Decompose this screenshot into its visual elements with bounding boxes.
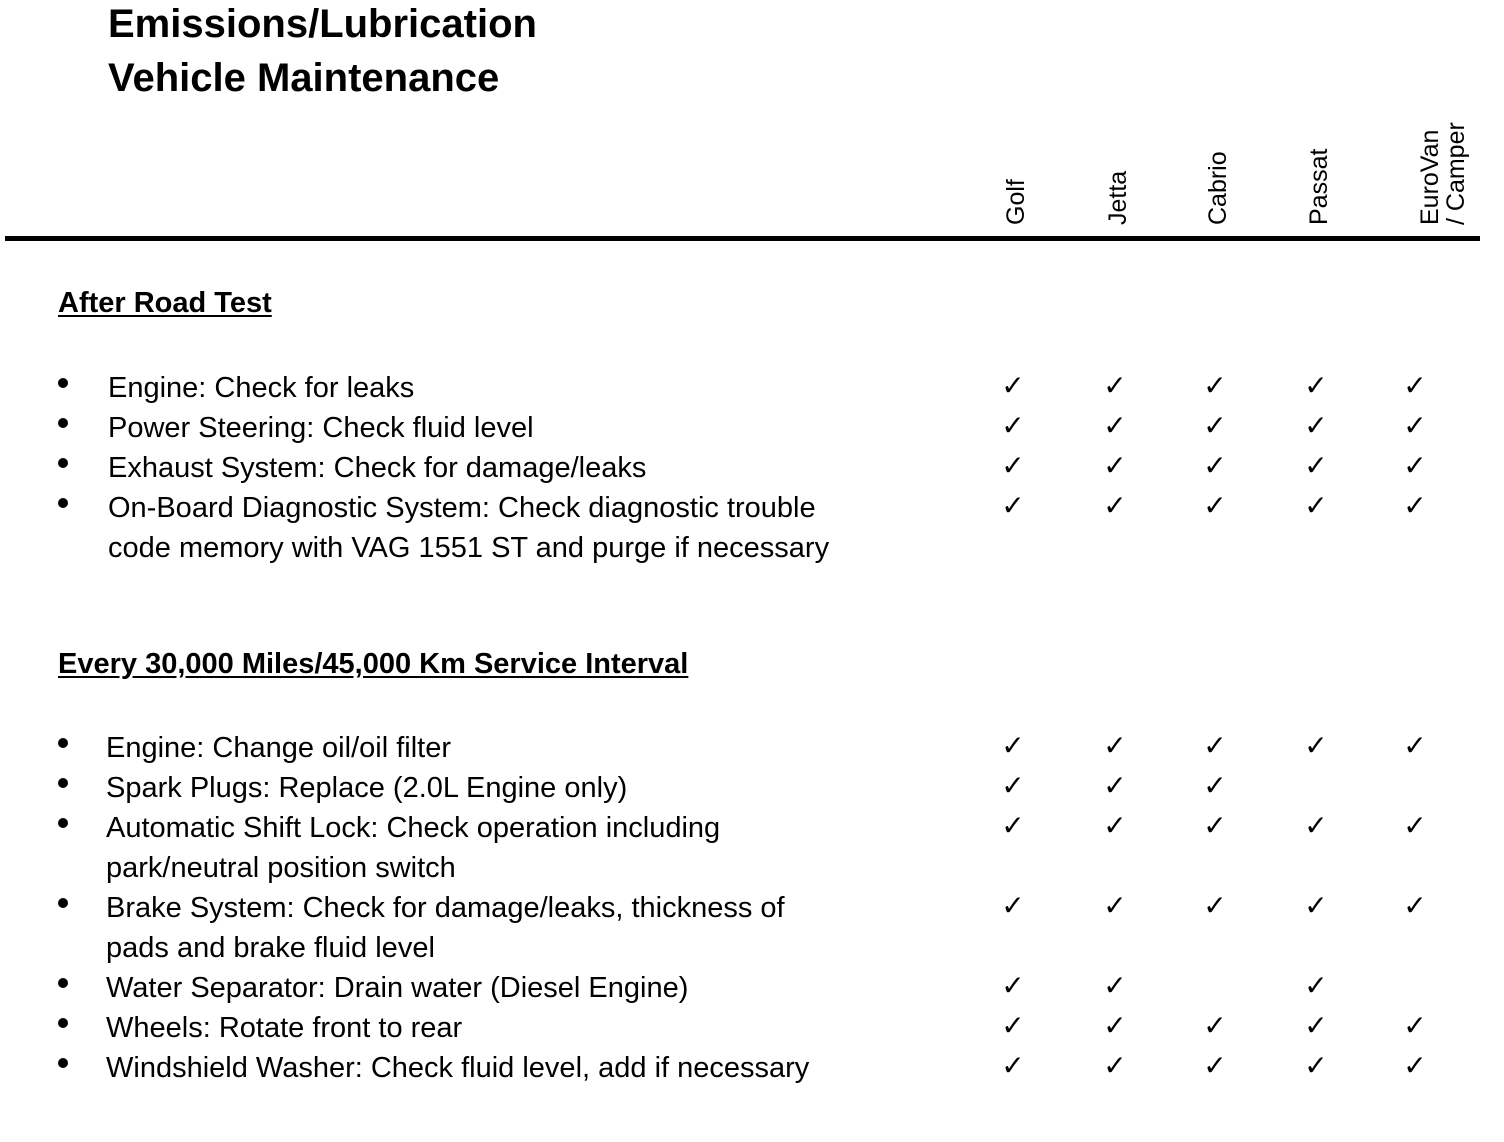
- checkmark-icon: ✓: [1304, 730, 1328, 761]
- bullet-icon: [58, 978, 68, 988]
- list-item-text: Brake System: Check for damage/leaks, thickness of pads and brake fluid level: [106, 892, 785, 964]
- checkmark-icon: ✓: [1403, 410, 1427, 441]
- checkmark-icon: ✓: [1304, 810, 1328, 841]
- list-item-text: Automatic Shift Lock: Check operation including park/neutral position switch: [106, 812, 721, 884]
- page-title-line-1: Emissions/Lubrication: [108, 2, 537, 46]
- list-item-text: Engine: Change oil/oil filter: [106, 732, 451, 764]
- checkmark-icon: ✓: [1001, 730, 1025, 761]
- column-header-cabrio: [1170, 100, 1240, 225]
- checkmark-icon: ✓: [1403, 730, 1427, 761]
- checkmark-icon: ✓: [1001, 770, 1025, 801]
- section-heading-30000-mile-service: Every 30,000 Miles/45,000 Km Service Interval: [58, 648, 689, 680]
- checkmark-icon: ✓: [1203, 450, 1227, 481]
- checkmark-icon: ✓: [1103, 450, 1127, 481]
- checkmark-icon: ✓: [1103, 370, 1127, 401]
- checkmark-icon: ✓: [1304, 1010, 1328, 1041]
- bullet-icon: [58, 418, 68, 428]
- checkmark-icon: ✓: [1403, 810, 1427, 841]
- checkmark-icon: ✓: [1304, 410, 1328, 441]
- column-header-label: EuroVan: [1416, 129, 1444, 225]
- column-header-label: Cabrio: [1204, 151, 1232, 225]
- column-header-passat: [1271, 100, 1341, 225]
- bullet-icon: [58, 378, 68, 388]
- checkmark-icon: ✓: [1304, 490, 1328, 521]
- checkmark-icon: ✓: [1304, 1050, 1328, 1081]
- bullet-icon: [58, 1018, 68, 1028]
- bullet-icon: [58, 738, 68, 748]
- section-heading-after-road-test: After Road Test: [58, 287, 272, 319]
- checkmark-icon: ✓: [1203, 730, 1227, 761]
- checkmark-icon: ✓: [1304, 450, 1328, 481]
- checkmark-icon: ✓: [1001, 370, 1025, 401]
- checkmark-icon: ✓: [1304, 370, 1328, 401]
- bullet-icon: [58, 458, 68, 468]
- checkmark-icon: ✓: [1103, 730, 1127, 761]
- list-item-text: Windshield Washer: Check fluid level, add if necessary: [106, 1052, 810, 1084]
- checkmark-icon: ✓: [1203, 410, 1227, 441]
- list-item-text: Power Steering: Check fluid level: [108, 412, 534, 444]
- checkmark-icon: ✓: [1203, 770, 1227, 801]
- checkmark-icon: ✓: [1103, 1010, 1127, 1041]
- column-header-label-line-2: / Camper: [1442, 122, 1470, 225]
- checkmark-icon: ✓: [1001, 1010, 1025, 1041]
- bullet-icon: [58, 818, 68, 828]
- list-item-text: On-Board Diagnostic System: Check diagnostic trouble code memory with VAG 1551 ST and purge if necessary: [108, 492, 830, 564]
- checkmark-icon: ✓: [1203, 810, 1227, 841]
- column-header-label: Passat: [1305, 148, 1333, 225]
- checkmark-icon: ✓: [1103, 1050, 1127, 1081]
- bullet-icon: [58, 898, 68, 908]
- column-header-label: Jetta: [1104, 170, 1132, 225]
- column-header-label: Golf: [1002, 179, 1030, 225]
- checkmark-icon: ✓: [1403, 1010, 1427, 1041]
- checkmark-icon: ✓: [1103, 490, 1127, 521]
- checkmark-icon: ✓: [1001, 810, 1025, 841]
- bullet-icon: [58, 778, 68, 788]
- checkmark-icon: ✓: [1403, 370, 1427, 401]
- checkmark-icon: ✓: [1001, 890, 1025, 921]
- checkmark-icon: ✓: [1001, 1050, 1025, 1081]
- checkmark-icon: ✓: [1203, 370, 1227, 401]
- page-title-line-2: Vehicle Maintenance: [108, 56, 500, 100]
- checkmark-icon: ✓: [1103, 970, 1127, 1001]
- checkmark-icon: ✓: [1403, 490, 1427, 521]
- checkmark-icon: ✓: [1304, 970, 1328, 1001]
- header-divider: [5, 236, 1480, 241]
- checkmark-icon: ✓: [1203, 1010, 1227, 1041]
- checkmark-icon: ✓: [1203, 890, 1227, 921]
- list-item-text: Wheels: Rotate front to rear: [106, 1012, 463, 1044]
- checkmark-icon: ✓: [1304, 890, 1328, 921]
- checkmark-icon: ✓: [1103, 770, 1127, 801]
- bullet-icon: [58, 1058, 68, 1068]
- checkmark-icon: ✓: [1001, 410, 1025, 441]
- checkmark-icon: ✓: [1001, 970, 1025, 1001]
- column-header-jetta: [1070, 100, 1140, 225]
- checkmark-icon: ✓: [1203, 1050, 1227, 1081]
- checkmark-icon: ✓: [1203, 490, 1227, 521]
- list-item-text: Exhaust System: Check for damage/leaks: [108, 452, 647, 484]
- checkmark-icon: ✓: [1103, 890, 1127, 921]
- checkmark-icon: ✓: [1001, 490, 1025, 521]
- list-item-text: Spark Plugs: Replace (2.0L Engine only): [106, 772, 628, 804]
- list-item-text: Engine: Check for leaks: [108, 372, 415, 404]
- checkmark-icon: ✓: [1403, 890, 1427, 921]
- list-item-text: Water Separator: Drain water (Diesel Engine): [106, 972, 689, 1004]
- column-header-golf: [968, 100, 1038, 225]
- bullet-icon: [58, 498, 68, 508]
- checkmark-icon: ✓: [1103, 410, 1127, 441]
- checkmark-icon: ✓: [1001, 450, 1025, 481]
- checkmark-icon: ✓: [1403, 450, 1427, 481]
- column-header-eurovan-camper: [1382, 100, 1470, 225]
- checkmark-icon: ✓: [1403, 1050, 1427, 1081]
- checkmark-icon: ✓: [1103, 810, 1127, 841]
